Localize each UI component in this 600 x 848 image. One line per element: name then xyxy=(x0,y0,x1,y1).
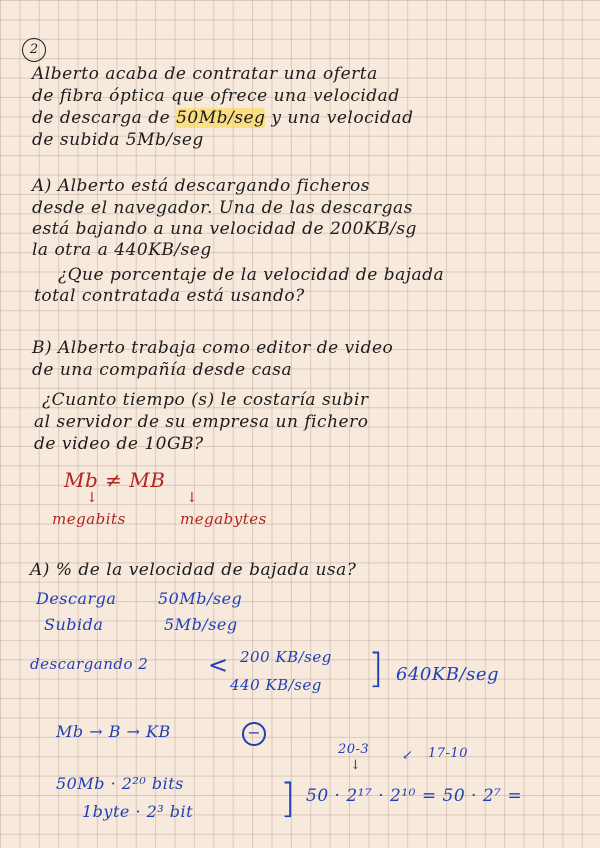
arrow-to-megabits: ↓ xyxy=(86,490,99,506)
arrow-to-megabytes: ↓ xyxy=(186,490,199,506)
result-bracket: ] xyxy=(280,776,296,822)
exponent-note-2: 17-10 xyxy=(428,746,468,761)
total-rate: 640KB/seg xyxy=(396,664,500,685)
download-speed-highlight: 50Mb/seg xyxy=(176,108,266,128)
rate-2: 440 KB/seg xyxy=(230,676,322,694)
statement-line-1: Alberto acaba de contratar una oferta xyxy=(32,64,378,84)
rate-1: 200 KB/seg xyxy=(240,648,332,666)
part-b-line-1: B) Alberto trabaja como editor de video xyxy=(32,338,394,358)
part-a-line-4: la otra a 440KB/seg xyxy=(32,240,212,260)
part-a-question-2: total contratada está usando? xyxy=(34,286,305,306)
left-angle-brace: < xyxy=(208,651,229,679)
statement-line-4: de subida 5Mb/seg xyxy=(32,130,204,150)
part-b-question-1: ¿Cuanto tiempo (s) le costaría subir xyxy=(42,390,369,410)
part-b-question-2: al servidor de su empresa un fichero xyxy=(34,412,369,432)
descarga-value: 50Mb/seg xyxy=(158,589,243,608)
subida-label: Subida xyxy=(44,615,104,634)
result-expression: 50 · 2¹⁷ · 2¹⁰ = 50 · 2⁷ = xyxy=(306,786,523,806)
exponent-note-1-arrow: ↓ xyxy=(350,758,362,773)
statement-line-3 xyxy=(32,108,413,128)
unit-conversion: Mb → B → KB xyxy=(56,722,171,741)
part-a-line-3: está bajando a una velocidad de 200KB/sg xyxy=(32,219,417,239)
descargando-label: descargando 2 xyxy=(30,655,149,673)
part-b-line-2: de una compañía desde casa xyxy=(32,360,293,380)
part-a-line-1: A) Alberto está descargando ficheros xyxy=(32,176,371,196)
exponent-note-2-arrow: ↙ xyxy=(402,748,414,763)
exponent-note-1: 20-3 xyxy=(338,742,370,757)
minus-circle-icon: − xyxy=(242,722,266,746)
conversion-line-b: 1byte · 2³ bit xyxy=(82,802,194,821)
conversion-line-a: 50Mb · 2²⁰ bits xyxy=(56,774,184,793)
subida-value: 5Mb/seg xyxy=(164,615,238,634)
descarga-label: Descarga xyxy=(36,589,117,608)
solution-heading: A) % de la velocidad de bajada usa? xyxy=(30,560,357,580)
statement-line-2: de fibra óptica que ofrece una velocidad xyxy=(32,86,400,106)
problem-number: 2 xyxy=(22,38,46,62)
mb-vs-MB-note: Mb ≠ MB xyxy=(64,468,166,492)
statement-line-3-pre: de descarga de xyxy=(32,108,171,128)
statement-line-3-post: y una velocidad xyxy=(271,108,414,128)
megabits-label: megabits xyxy=(52,510,126,528)
part-a-question-1: ¿Que porcentaje de la velocidad de bajada xyxy=(58,265,445,285)
megabytes-label: megabytes xyxy=(180,510,267,528)
part-b-question-3: de video de 10GB? xyxy=(34,434,204,454)
part-a-line-2: desde el navegador. Una de las descargas xyxy=(32,198,413,218)
right-bracket: ] xyxy=(368,646,384,692)
